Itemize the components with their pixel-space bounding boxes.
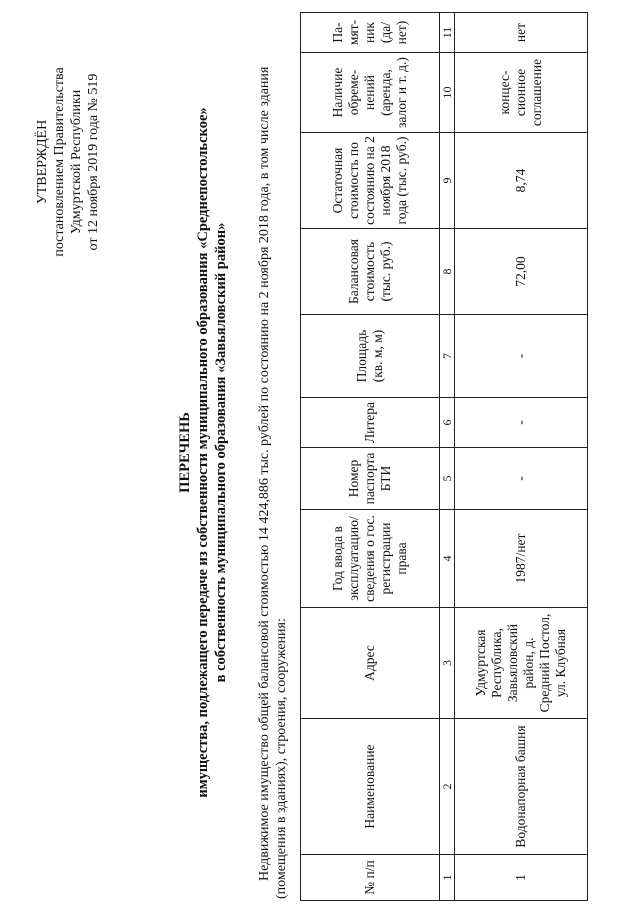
row-balance: 72,00 (455, 229, 588, 315)
row-bti: - (455, 448, 588, 510)
column-number: 9 (440, 133, 455, 229)
header-cell-area: Площадь (кв. м, м) (301, 315, 440, 398)
header-cell-address: Адрес (301, 608, 440, 719)
approval-line-4: от 12 ноября 2019 года № 519 (86, 73, 101, 251)
header-cell-bti: Номер паспорта БТИ (301, 448, 440, 510)
column-number-row (440, 13, 455, 901)
column-number: 4 (440, 510, 455, 608)
row-address: Удмуртская Республика, Завьяловский район, д. Средний Постол, ул. Клубная (455, 608, 588, 719)
table-header-row (301, 13, 440, 901)
header-cell-number: № п/п (301, 855, 440, 901)
header-cell-residual: Остаточная стоимость по состоянию на 2 ноября 2018 года (тыс. руб.) (301, 133, 440, 229)
property-table (300, 12, 588, 901)
column-number: 5 (440, 448, 455, 510)
row-number: 1 (455, 855, 588, 901)
row-litera: - (455, 398, 588, 448)
header-cell-litera: Литера (301, 398, 440, 448)
header-cell-encumbrance: Наличие обременений (аренда, залог и т. д.) (301, 53, 440, 133)
column-number: 11 (440, 13, 455, 53)
document-heading: ПЕРЕЧЕНЬ (177, 412, 193, 493)
approval-line-3: Удмуртской Республики (69, 89, 84, 235)
header-cell-year: Год ввода в эксплуатацию/сведения о гос. регистрации права (301, 510, 440, 608)
column-number: 8 (440, 229, 455, 315)
row-encumbrance: концессионное соглашение (455, 53, 588, 133)
approval-line-1: УТВЕРЖДЁН (35, 119, 50, 205)
approval-line-2: постановлением Правительства (52, 67, 67, 257)
table-row (455, 13, 588, 901)
column-number: 1 (440, 855, 455, 901)
header-cell-name: Наименование (301, 719, 440, 855)
header-cell-monument: Памятник (да/ нет) (301, 13, 440, 53)
column-number: 2 (440, 719, 455, 855)
document-title-line-2: в собственность муниципального образования «Завьяловский район» (213, 222, 229, 683)
row-monument: нет (455, 13, 588, 53)
document-title-line-1: имущества, подлежащего передаче из собственности муниципального образования «Среднепостольское» (195, 107, 211, 798)
row-residual: 8,74 (455, 133, 588, 229)
row-area: - (455, 315, 588, 398)
intro-paragraph: Недвижимое имущество общей балансовой стоимостью 14 424,886 тыс. рублей по состоянию на 2 ноября 2018 года, в том числе здания (помещения в зданиях), строения, сооружения: (257, 66, 289, 899)
header-cell-balance: Балансовая стоимость (тыс. руб.) (301, 229, 440, 315)
column-number: 3 (440, 608, 455, 719)
column-number: 6 (440, 398, 455, 448)
row-name: Водонапорная башня (455, 719, 588, 855)
column-number: 10 (440, 53, 455, 133)
row-year: 1987/нет (455, 510, 588, 608)
approval-stamp (34, 12, 102, 312)
column-number: 7 (440, 315, 455, 398)
